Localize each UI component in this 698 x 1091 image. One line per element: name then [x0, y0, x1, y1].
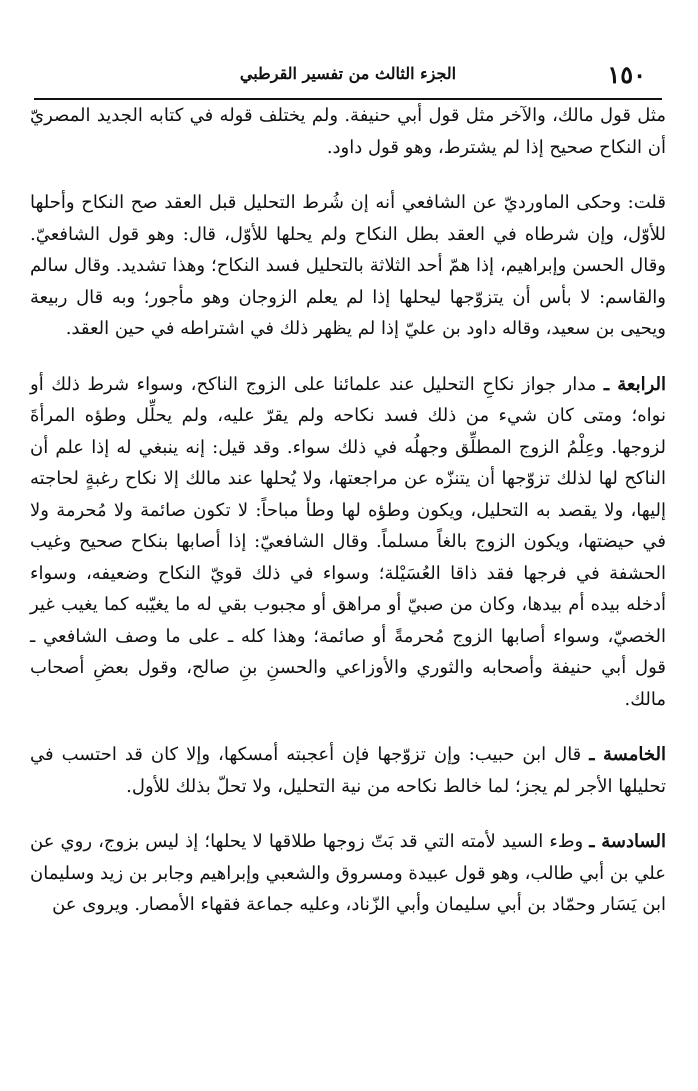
paragraph-qultu: [30, 187, 666, 345]
running-title: الجزء الثالث من تفسير القرطبي: [239, 64, 457, 83]
paragraph-text: وطء السيد لأمته التي قد بَتّ زوجها طلاقها لا يحلها؛ إذ ليس بزوج، روي عن علي بن أبي طالب، وهو قول عبيدة ومسروق والشعبي وإبراهيم وجابر بن زيد وسليمان ابن يَسَار وحمّاد بن أبي سليمان وأبي الزّناد، وعليه جماعة فقهاء الأمصار. ويروى عن: [30, 831, 666, 915]
page-header: [34, 58, 662, 100]
paragraph-fourth: [30, 369, 666, 716]
paragraph-text: مثل قول مالك، والآخر مثل قول أبي حنيفة. ولم يختلف قوله في كتابه الجديد المصريّ أن النكاح صحيح إذا لم يشترط، وهو قول داود.: [30, 105, 666, 158]
paragraph-fifth: [30, 739, 666, 802]
paragraph-text: قال ابن حبيب: وإن تزوّجها فإن أعجبته أمسكها، وإلا كان قد احتسب في تحليلها الأجر لم يجز؛ لما خالط نكاحه من نية التحليل، ولا تحلّ بذلك للأول.: [30, 744, 666, 797]
paragraph-text: قلت: وحكى الماورديّ عن الشافعي أنه إن شُرط التحليل قبل العقد صح النكاح وأحلها للأوّل، وإن شرطاه في العقد بطل النكاح ولم يحلها للأوّل، قال: وهو قول الشافعيّ. وقال الحسن وإبراهيم، إذا همّ أحد الثلاثة بالتحليل فسد النكاح؛ وهذا تشديد. وقال سالم والقاسم: لا بأس أن يتزوّجها ليحلها إذا لم يعلم الزوجان وهو مأجور؛ وبه قال ربيعة ويحيى بن سعيد، وقاله داود بن عليّ إذا لم يظهر ذلك في اشتراطه في حين العقد.: [30, 192, 666, 339]
page-number: ١٥٠: [607, 60, 646, 89]
paragraph-text: مدار جواز نكاحِ التحليل عند علمائنا على الزوج الناكح، وسواء شرط ذلك أو نواه؛ ومتى كان شيء من ذلك فسد نكاحه ولم يقرّ عليه، ولم يحلِّل وطؤه المرأةَ لزوجها. وعِلْمُ الزوج المطلِّق وجهلُه في ذلك سواء. وقد قيل: إنه ينبغي له إذا علم أن الناكح لها لذلك تزوّجها أن يتنزّه عن مراجعتها، ولا يُحلها عند مالك إلا نكاح رغبةٍ لحاجته إليها، ولا يقصد به التحليل، ويكون وطؤه لها وطأ مباحاً: لا تكون صائمة ولا مُحرمة ولا في حيضتها، ويكون الزوج بالغاً مسلماً. وقال الشافعيّ: إذا أصابها بنكاح صحيح وغيب الحشفة في فرجها فقد ذاقا العُسَيْلة؛ وسواء في ذلك قويّ النكاح وضعيفه، وسواء أدخله بيده أم بيدها، وكان من صبيّ أو مراهق أو مجبوب بقي له ما يغيّبه كما يغيب غير الخصيّ، وسواء أصابها الزوج مُحرمةً أو صائمة؛ وهذا كله ـ على ما وصف الشافعي ـ قول أبي حنيفة وأصحابه والثوري والأوزاعي والحسنِ بنِ صالح، وقول بعضِ أصحاب مالك.: [30, 373, 666, 710]
page-body: [30, 100, 666, 921]
paragraph-lead: السادسة ـ: [589, 831, 666, 852]
paragraph-lead: الرابعة ـ: [603, 373, 666, 395]
paragraph-sixth: [30, 826, 666, 921]
paragraph-continuation: [30, 100, 666, 163]
paragraph-lead: الخامسة ـ: [589, 744, 666, 765]
